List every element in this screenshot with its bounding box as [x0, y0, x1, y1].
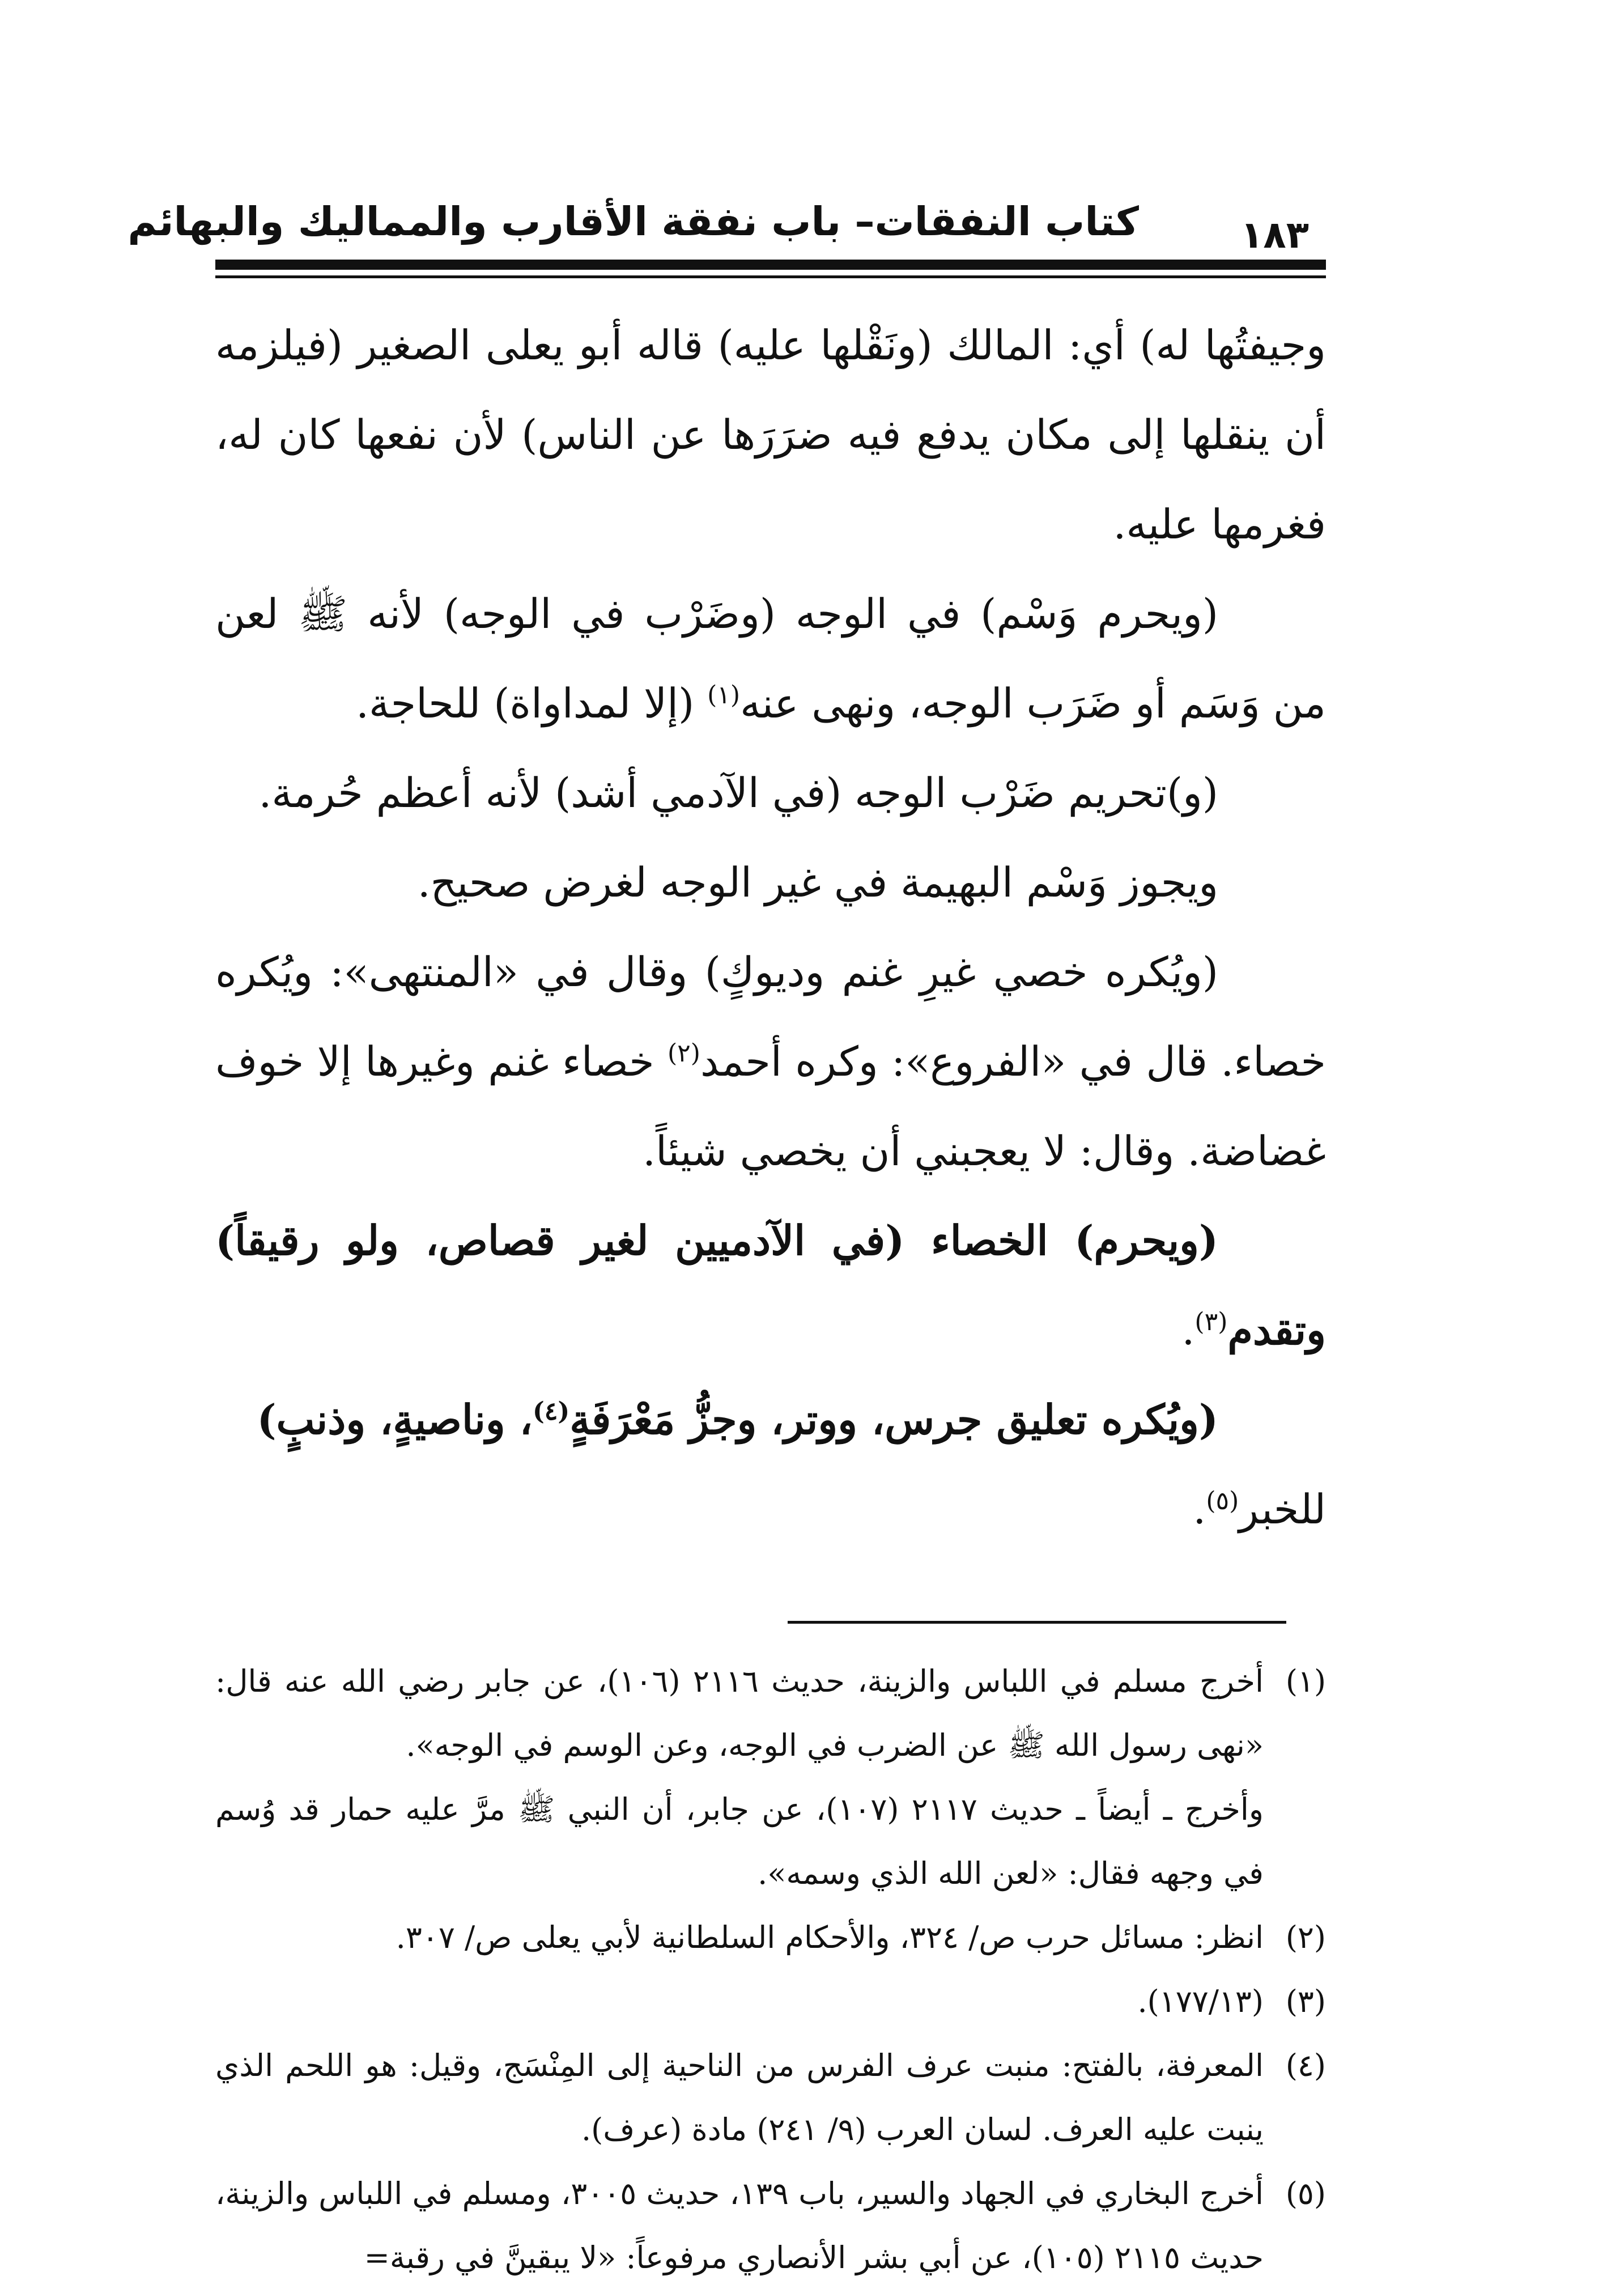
footnote-ref: (٤) — [532, 1397, 570, 1426]
paragraph: (ويُكره تعليق جرس، ووتر، وجزُّ مَعْرَفَةٍ$^{(٤)}$، وناصيةٍ، وذنبٍ) — [257, 1395, 1218, 1443]
paragraph: (ويحرم وَسْم) في الوجه (وضَرْب في الوجه) لأنه ﷺ لعن من وَسَم أو ضَرَب الوجه، ونهى عنه$^{(١)}$ (إلا لمداواة) للحاجة. — [215, 590, 1326, 727]
footnote: (١)أخرج مسلم في اللباس والزينة، حديث ٢١١٦ (١٠٦)، عن جابر رضي الله عنه قال: «نهى رسول الله ﷺ عن الضرب في الوجه، وعن الوسم في الوجه». — [215, 1663, 1327, 1763]
paragraph: ويجوز وَسْم البهيمة في غير الوجه لغرض صحيح. — [417, 859, 1218, 906]
main-text — [215, 300, 1326, 1554]
footnote: (٥)أخرج البخاري في الجهاد والسير، باب ١٣٩، حديث ٣٠٠٥، ومسلم في اللباس والزينة، حديث ٢١١٥ (١٠٥)، عن أبي بشر الأنصاري مرفوعاً: «لا يبقينَّ في رقبة= — [215, 2176, 1326, 2275]
footnote: (٢)انظر: مسائل حرب ص/ ٣٢٤، والأحكام السلطانية لأبي يعلى ص/ ٣٠٧. — [396, 1920, 1326, 1955]
paragraph: وجيفتُها له) أي: المالك (ونَقْلها عليه) قاله أبو يعلى الصغير (فيلزمه أن ينقلها إلى مكان يدفع فيه ضرَرَها عن الناس) لأن نفعها كان له، فغرمها عليه. — [215, 321, 1326, 548]
footnote-ref: (٣) — [1194, 1307, 1228, 1336]
footnote: (٤)المعرفة، بالفتح: منبت عرف الفرس من الناحية إلى المِنْسَج، وقيل: هو اللحم الذي ينبت عليه العرف. لسان العرب (٩/ ٢٤١) مادة (عرف). — [215, 2048, 1326, 2147]
footnote-continuation: وأخرج ـ أيضاً ـ حديث ٢١١٧ (١٠٧)، عن جابر، أن النبي ﷺ مرَّ عليه حمار قد وُسم في وجهه فقال: «لعن الله الذي وسمه». — [215, 1791, 1264, 1891]
running-header — [127, 187, 1326, 257]
paragraph: (ويحرم) الخصاء (في الآدميين لغير قصاص، ولو رقيقاً) وتقدم$^{(٣)}$. — [215, 1216, 1326, 1354]
footnote-separator — [788, 1621, 1286, 1624]
footnote-ref: (٢) — [667, 1039, 700, 1068]
header-rule-thick — [215, 260, 1326, 270]
paragraph: (ويُكره خصي غيرِ غنم وديوكٍ) وقال في «المنتهى»: ويُكره خصاء. قال في «الفروع»: وكره أحمد$^{(٢)}$ خصاء غنم وغيرها إلا خوف غضاضة. وقال: لا يعجبني أن يخصي شيئاً. — [215, 948, 1327, 1175]
footnote-ref: (١) — [707, 681, 741, 710]
paragraph: للخبر$^{(٥)}$. — [1193, 1485, 1326, 1533]
footnotes — [215, 1649, 1326, 2290]
footnote-ref: (٥) — [1206, 1487, 1239, 1515]
paragraph: (و)تحريم ضَرْب الوجه (في الآدمي أشد) لأنه أعظم حُرمة. — [258, 769, 1218, 817]
chapter-title: كتاب النفقات– باب نفقة الأقارب والمماليك والبهائم — [127, 198, 1139, 245]
book-page — [127, 187, 1327, 2275]
footnote: (٣)(١٧٧/١٣). — [1137, 1984, 1326, 2019]
header-rule-thin — [215, 275, 1326, 278]
page-number: ١٨٣ — [1240, 213, 1309, 257]
